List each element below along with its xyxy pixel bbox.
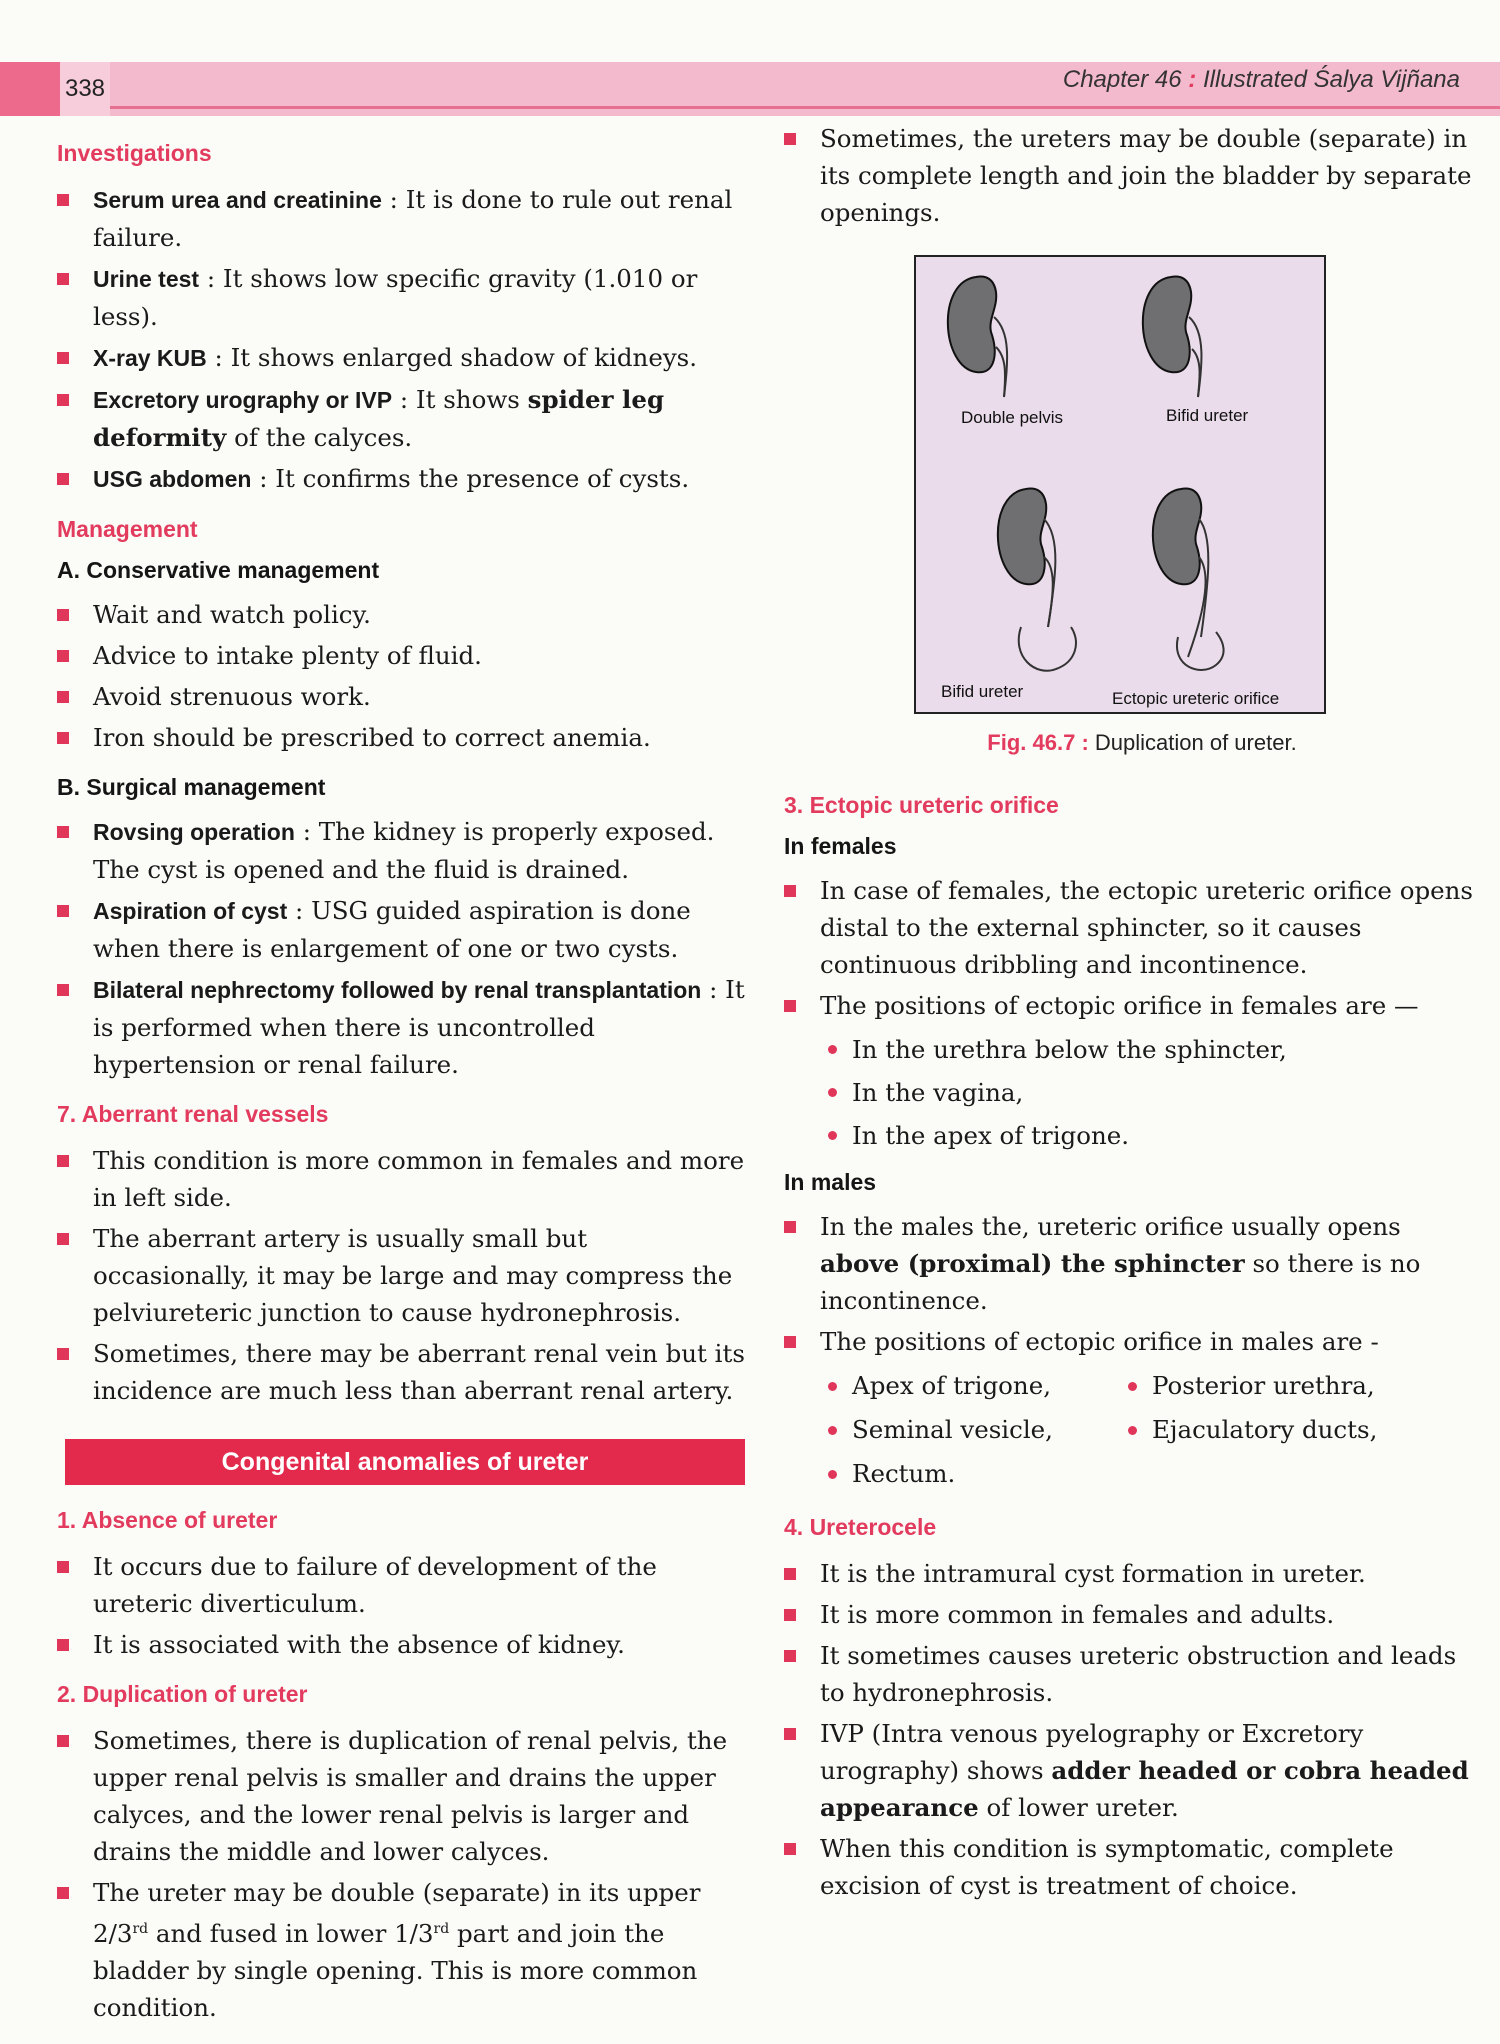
list-item: It occurs due to failure of development of the ureteric diverticulum. [55, 1548, 750, 1622]
list-item: Posterior urethra, [1082, 1364, 1422, 1408]
males-positions [782, 1364, 1482, 1496]
investigations-list [55, 181, 750, 498]
ureter-line [1192, 349, 1200, 397]
list-item: Iron should be prescribed to correct anemia. [55, 719, 750, 756]
header-rule [110, 106, 1500, 109]
list-item: Advice to intake plenty of fluid. [55, 637, 750, 674]
list-item: It is more common in females and adults. [782, 1596, 1482, 1633]
list-item: Aspiration of cyst : USG guided aspiration is done when there is enlargement of one or two cysts. [55, 892, 750, 967]
aberrant-heading: 7. Aberrant renal vessels [57, 1101, 329, 1127]
aberrant-list [55, 1142, 750, 1409]
management-heading: Management [57, 516, 198, 542]
list-item: The aberrant artery is usually small but occasionally, it may be large and may compress the pelviureteric junction to cause hydronephrosis. [55, 1220, 750, 1331]
investigations-heading: Investigations [57, 140, 212, 166]
list-item: The positions of ectopic orifice in females are — [782, 987, 1482, 1024]
list-item: USG abdomen : It confirms the presence of cysts. [55, 460, 750, 498]
list-item: Avoid strenuous work. [55, 678, 750, 715]
figure-label: Ectopic ureteric orifice [1112, 689, 1280, 708]
right-column [782, 120, 1482, 1922]
list-item: Excretory urography or IVP : It shows spider leg deformity of the calyces. [55, 381, 750, 456]
list-item: Sometimes, the ureters may be double (separate) in its complete length and join the bladder by separate openings. [782, 120, 1482, 231]
list-item: Rovsing operation : The kidney is properly exposed. The cyst is opened and the fluid is drained. [55, 813, 750, 888]
figure-label: Bifid ureter [941, 682, 1024, 701]
list-item: X-ray KUB : It shows enlarged shadow of kidneys. [55, 339, 750, 377]
list-item: Ejaculatory ducts, [1082, 1408, 1422, 1452]
list-item: In case of females, the ectopic ureteric orifice opens distal to the external sphincter, so it causes continuous dribbling and incontinence. [782, 872, 1482, 983]
list-item: When this condition is symptomatic, complete excision of cyst is treatment of choice. [782, 1830, 1482, 1904]
list-item: Seminal vesicle, [782, 1408, 1082, 1452]
conservative-heading: A. Conservative management [57, 557, 380, 583]
females-positions [782, 1028, 1482, 1157]
duplication-heading: 2. Duplication of ureter [57, 1681, 308, 1707]
males-list [782, 1208, 1482, 1360]
kidney-shape [998, 489, 1046, 585]
surgical-heading: B. Surgical management [57, 774, 326, 800]
chapter-title [1063, 66, 1460, 94]
list-item: In the vagina, [782, 1071, 1482, 1114]
chapter-name: Illustrated Śalya Vijñana [1202, 66, 1460, 93]
ureterocele-list [782, 1555, 1482, 1904]
list-item: It is the intramural cyst formation in ureter. [782, 1555, 1482, 1592]
absence-heading: 1. Absence of ureter [57, 1507, 278, 1533]
list-item: Bilateral nephrectomy followed by renal transplantation : It is performed when there is uncontrolled hypertension or renal failure. [55, 971, 750, 1083]
duplication-list-cont [782, 120, 1482, 231]
absence-list [55, 1548, 750, 1663]
surgical-list [55, 813, 750, 1083]
list-item: Wait and watch policy. [55, 596, 750, 633]
figure-caption: Fig. 46.7 : Duplication of ureter. [987, 730, 1297, 755]
bladder-shape [1177, 632, 1224, 670]
list-item: This condition is more common in females and more in left side. [55, 1142, 750, 1216]
list-item: IVP (Intra venous pyelography or Excretory urography) shows adder headed or cobra headed appearance of lower ureter. [782, 1715, 1482, 1826]
list-item: The ureter may be double (separate) in its upper 2/3rd and fused in lower 1/3rd part and join the bladder by single opening. This is more common condition. [55, 1874, 750, 2026]
page-number: 338 [60, 62, 110, 116]
list-item: In the apex of trigone. [782, 1114, 1482, 1157]
list-item: Sometimes, there is duplication of renal pelvis, the upper renal pelvis is smaller and drains the upper calyces, and the lower renal pelvis is larger and drains the middle and lower calyces. [55, 1722, 750, 1870]
figure-label: Double pelvis [961, 408, 1064, 427]
list-item: Serum urea and creatinine : It is done to rule out renal failure. [55, 181, 750, 256]
list-item: Rectum. [782, 1452, 1082, 1496]
list-item: Sometimes, there may be aberrant renal vein but its incidence are much less than aberrant renal artery. [55, 1335, 750, 1409]
list-item: It sometimes causes ureteric obstruction and leads to hydronephrosis. [782, 1637, 1482, 1711]
list-item: Apex of trigone, [782, 1364, 1082, 1408]
females-list [782, 872, 1482, 1024]
list-item: In the urethra below the sphincter, [782, 1028, 1482, 1071]
figure-duplication [914, 255, 1326, 714]
kidney-shape [1143, 277, 1191, 373]
section-banner: Congenital anomalies of ureter [65, 1439, 745, 1485]
list-item: In the males the, ureteric orifice usually opens above (proximal) the sphincter so there is no incontinence. [782, 1208, 1482, 1319]
list-item: It is associated with the absence of kidney. [55, 1626, 750, 1663]
kidney-diagram [916, 257, 1324, 712]
bladder-shape [1019, 627, 1076, 671]
list-item: Urine test : It shows low specific gravity (1.010 or less). [55, 260, 750, 335]
chapter-separator: : [1181, 66, 1203, 93]
left-column [55, 140, 750, 2044]
kidney-shape [948, 277, 996, 373]
ectopic-heading: 3. Ectopic ureteric orifice [784, 792, 1059, 818]
chapter-number: Chapter 46 [1062, 66, 1182, 93]
ureterocele-heading: 4. Ureterocele [784, 1514, 937, 1540]
list-item: The positions of ectopic orifice in males are - [782, 1323, 1482, 1360]
conservative-list [55, 596, 750, 756]
ureter-line [996, 347, 1005, 397]
females-heading: In females [784, 833, 897, 859]
males-heading: In males [784, 1169, 877, 1195]
figure-label: Bifid ureter [1166, 406, 1249, 425]
kidney-shape [1153, 489, 1201, 585]
duplication-list [55, 1722, 750, 2026]
